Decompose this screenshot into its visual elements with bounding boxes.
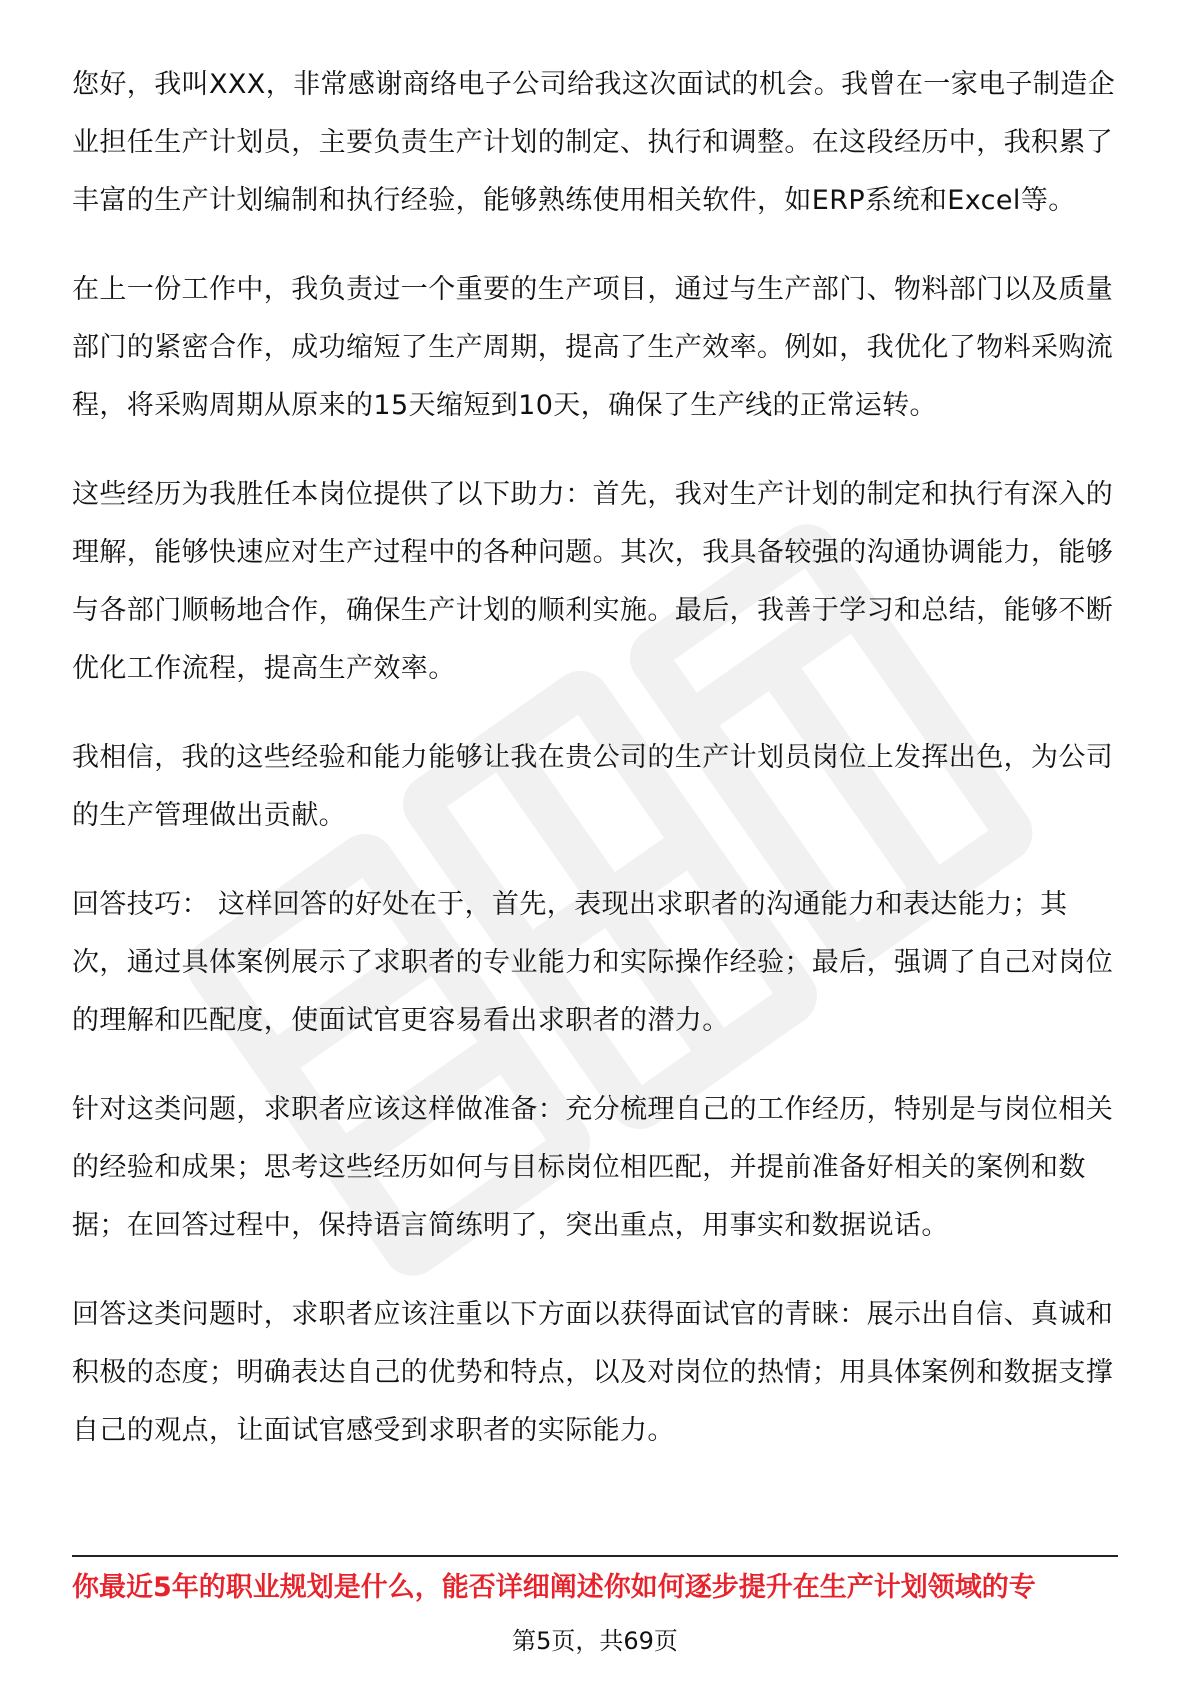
preparation-paragraph: 针对这类问题，求职者应该这样做准备：充分梳理自己的工作经历，特别是与岗位相关的经验和成果；思考这些经历如何与目标岗位相匹配，并提前准备好相关的案例和数据；在回答过程中，保持语言简练明了，突出重点，用事实和数据说话。	[72, 1094, 1114, 1241]
conclusion-paragraph: 我相信，我的这些经验和能力能够让我在贵公司的生产计划员岗位上发挥出色，为公司的生产管理做出贡献。	[72, 742, 1114, 831]
page-number: 第5页，共69页	[512, 1627, 678, 1655]
next-question-heading: 你最近5年的职业规划是什么，能否详细阐述你如何逐步提升在生产计划领域的专	[72, 1572, 1036, 1603]
experience-paragraph: 在上一份工作中，我负责过一个重要的生产项目，通过与生产部门、物料部门以及质量部门的紧密合作，成功缩短了生产周期，提高了生产效率。例如，我优化了物料采购流程，将采购周期从原来的15天缩短到10天，确保了生产线的正常运转。	[72, 274, 1114, 421]
intro-paragraph: 您好，我叫XXX，非常感谢商络电子公司给我这次面试的机会。我曾在一家电子制造企业担任生产计划员，主要负责生产计划的制定、执行和调整。在这段经历中，我积累了丰富的生产计划编制和执行经验，能够熟练使用相关软件，如ERP系统和Excel等。	[72, 69, 1116, 216]
answer-tips-paragraph: 回答技巧： 这样回答的好处在于，首先，表现出求职者的沟通能力和表达能力；其次，通过具体案例展示了求职者的专业能力和实际操作经验；最后，强调了自己对岗位的理解和匹配度，使面试官更容易看出求职者的潜力。	[72, 889, 1114, 1036]
section-divider	[72, 1555, 1118, 1557]
focus-points-paragraph: 回答这类问题时，求职者应该注重以下方面以获得面试官的青睐：展示出自信、真诚和积极的态度；明确表达自己的优势和特点，以及对岗位的热情；用具体案例和数据支撑自己的观点，让面试官感受到求职者的实际能力。	[72, 1299, 1114, 1446]
document-body	[72, 56, 1118, 1491]
strengths-paragraph: 这些经历为我胜任本岗位提供了以下助力：首先，我对生产计划的制定和执行有深入的理解，能够快速应对生产过程中的各种问题。其次，我具备较强的沟通协调能力，能够与各部门顺畅地合作，确保生产计划的顺利实施。最后，我善于学习和总结，能够不断优化工作流程，提高生产效率。	[72, 479, 1114, 684]
